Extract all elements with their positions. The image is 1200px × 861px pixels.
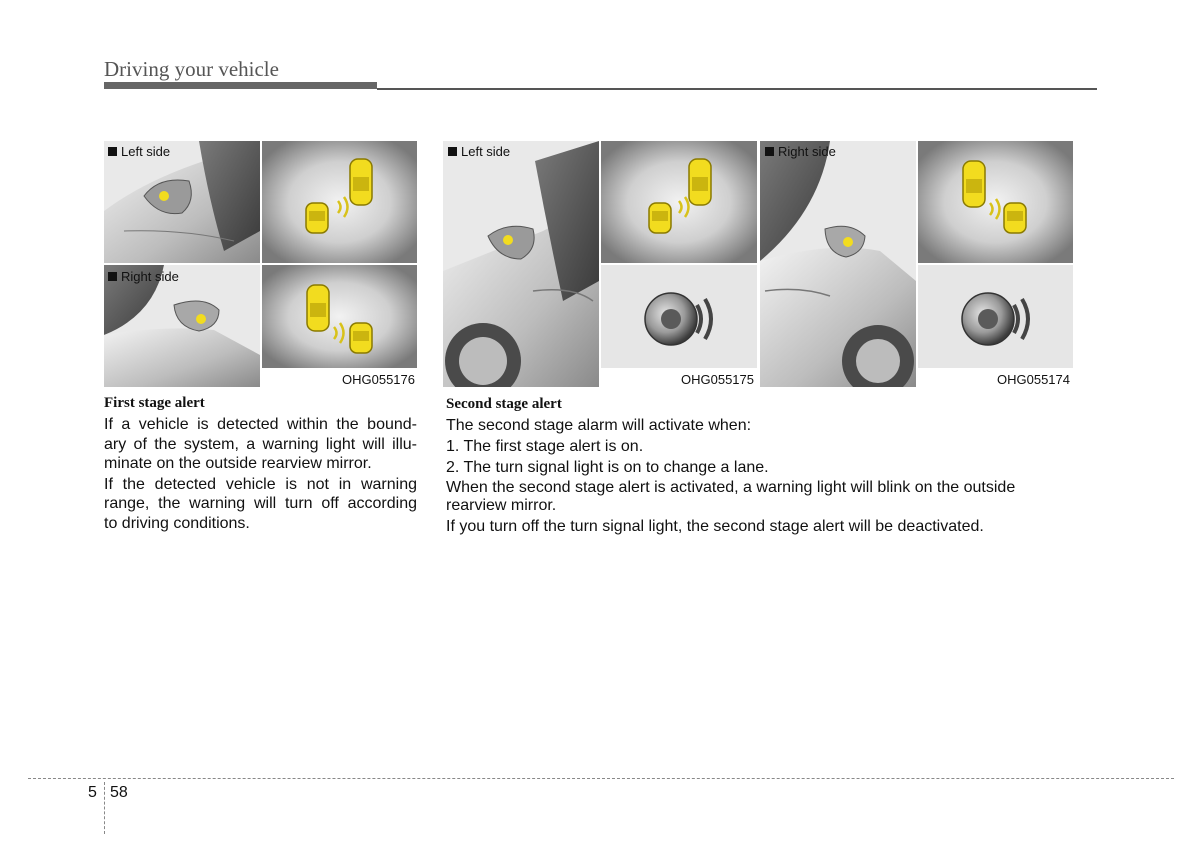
header-rule-thick — [104, 82, 377, 89]
detection-burst-panel — [918, 141, 1073, 263]
second-stage-title: Second stage alert — [446, 396, 562, 412]
detection-burst-panel — [262, 265, 417, 368]
chapter-number: 5 — [88, 784, 97, 801]
speaker-panel — [601, 265, 757, 368]
page-number: 58 — [110, 784, 128, 801]
figure-caption: Left side — [108, 144, 170, 159]
bullet-square-icon — [765, 147, 774, 156]
header-rule-thin — [377, 88, 1097, 90]
second-stage-line: When the second stage alert is activated, a warning light will blink on the outside — [446, 479, 1016, 497]
footer-vertical-rule — [104, 782, 105, 834]
car-photo-right — [760, 141, 916, 387]
first-stage-paragraph: If a vehicle is detected within the bound- ary of the system, a warning light will illu- minate on the outside rearview mirror. — [104, 416, 417, 472]
footer-dashed-rule — [28, 778, 1174, 779]
second-stage-line: The second stage alarm will activate when: — [446, 417, 752, 434]
detection-burst-panel — [262, 141, 417, 263]
bullet-square-icon — [108, 147, 117, 156]
car-photo-left — [443, 141, 599, 387]
page-header-title: Driving your vehicle — [104, 57, 279, 81]
first-stage-title: First stage alert — [104, 395, 205, 411]
speaker-panel — [918, 265, 1073, 368]
bullet-square-icon — [448, 147, 457, 156]
mirror-photo-left — [104, 141, 260, 263]
first-stage-body — [104, 415, 417, 534]
figure-caption: Left side — [448, 144, 510, 159]
second-stage-body — [446, 416, 1096, 538]
figure-code: OHG055176 — [342, 372, 415, 387]
second-stage-line: If you turn off the turn signal light, the second stage alert will be deactivated. — [446, 517, 984, 535]
figure-caption: Right side — [765, 144, 836, 159]
figure-caption: Right side — [108, 269, 179, 284]
detection-burst-panel — [601, 141, 757, 263]
bullet-square-icon — [108, 272, 117, 281]
figure-code: OHG055175 — [681, 372, 754, 387]
second-stage-line: rearview mirror. — [446, 497, 557, 515]
second-stage-list-item: 2. The turn signal light is on to change a lane. — [446, 458, 769, 476]
second-stage-list-item: 1. The first stage alert is on. — [446, 437, 644, 455]
figure-code: OHG055174 — [997, 372, 1070, 387]
first-stage-paragraph: If the detected vehicle is not in warning range, the warning will turn off according to driving conditions. — [104, 475, 417, 532]
